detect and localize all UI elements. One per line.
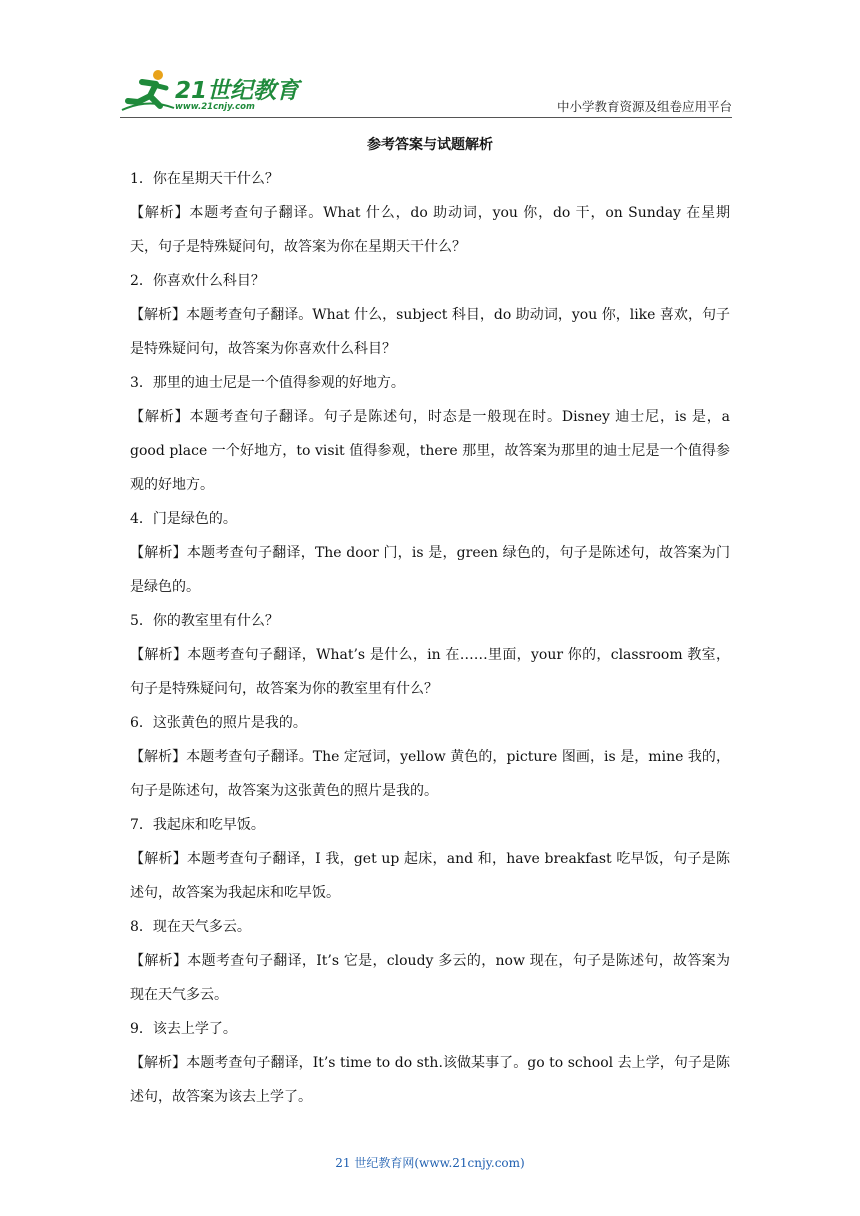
logo-url: www.21cnjy.com <box>175 102 255 112</box>
answer-list <box>130 162 730 1114</box>
question-9: 9．该去上学了。 <box>130 1021 237 1037</box>
analysis-8: 【解析】本题考查句子翻译，It’s 它是，cloudy 多云的，now 现在，句子是陈述句，故答案为现在天气多云。 <box>130 953 730 1003</box>
logo-text: 21世纪教育 <box>175 78 300 104</box>
analysis-5: 【解析】本题考查句子翻译，What’s 是什么，in 在……里面，your 你的，classroom 教室，句子是特殊疑问句，故答案为你的教室里有什么？ <box>130 647 730 697</box>
analysis-6: 【解析】本题考查句子翻译。The 定冠词，yellow 黄色的，picture 图画，is 是，mine 我的，句子是陈述句，故答案为这张黄色的照片是我的。 <box>130 749 730 799</box>
analysis-9: 【解析】本题考查句子翻译，It’s time to do sth.该做某事了。go to school 去上学，句子是陈述句，故答案为该去上学了。 <box>130 1055 730 1105</box>
platform-label: 中小学教育资源及组卷应用平台 <box>556 99 732 114</box>
analysis-7: 【解析】本题考查句子翻译，I 我，get up 起床，and 和，have breakfast 吃早饭，句子是陈述句，故答案为我起床和吃早饭。 <box>130 851 730 901</box>
footer-link[interactable]: 21 世纪教育网(www.21cnjy.com) <box>335 1156 525 1170</box>
question-2: 2．你喜欢什么科目？ <box>130 273 265 289</box>
question-3: 3．那里的迪士尼是一个值得参观的好地方。 <box>130 375 405 391</box>
question-4: 4．门是绿色的。 <box>130 511 237 527</box>
runner-logo-icon <box>120 68 176 114</box>
question-6: 6．这张黄色的照片是我的。 <box>130 715 307 731</box>
question-1: 1．你在星期天干什么？ <box>130 171 279 187</box>
question-8: 8．现在天气多云。 <box>130 919 251 935</box>
question-5: 5．你的教室里有什么？ <box>130 613 279 629</box>
analysis-2: 【解析】本题考查句子翻译。What 什么，subject 科目，do 助动词，you 你，like 喜欢，句子是特殊疑问句，故答案为你喜欢什么科目？ <box>130 307 730 357</box>
site-logo <box>120 68 300 116</box>
header-divider <box>120 117 732 118</box>
analysis-1: 【解析】本题考查句子翻译。What 什么，do 助动词，you 你，do 干，on Sunday 在星期天，句子是特殊疑问句，故答案为你在星期天干什么？ <box>130 205 730 255</box>
question-7: 7．我起床和吃早饭。 <box>130 817 265 833</box>
page-title: 参考答案与试题解析 <box>367 137 493 153</box>
analysis-3: 【解析】本题考查句子翻译。句子是陈述句，时态是一般现在时。Disney 迪士尼，is 是，a good place 一个好地方，to visit 值得参观，there 那里，故答案为那里的迪士尼是一个值得参观的好地方。 <box>130 409 730 493</box>
analysis-4: 【解析】本题考查句子翻译，The door 门，is 是，green 绿色的，句子是陈述句，故答案为门是绿色的。 <box>130 545 730 595</box>
page-header <box>120 60 732 120</box>
